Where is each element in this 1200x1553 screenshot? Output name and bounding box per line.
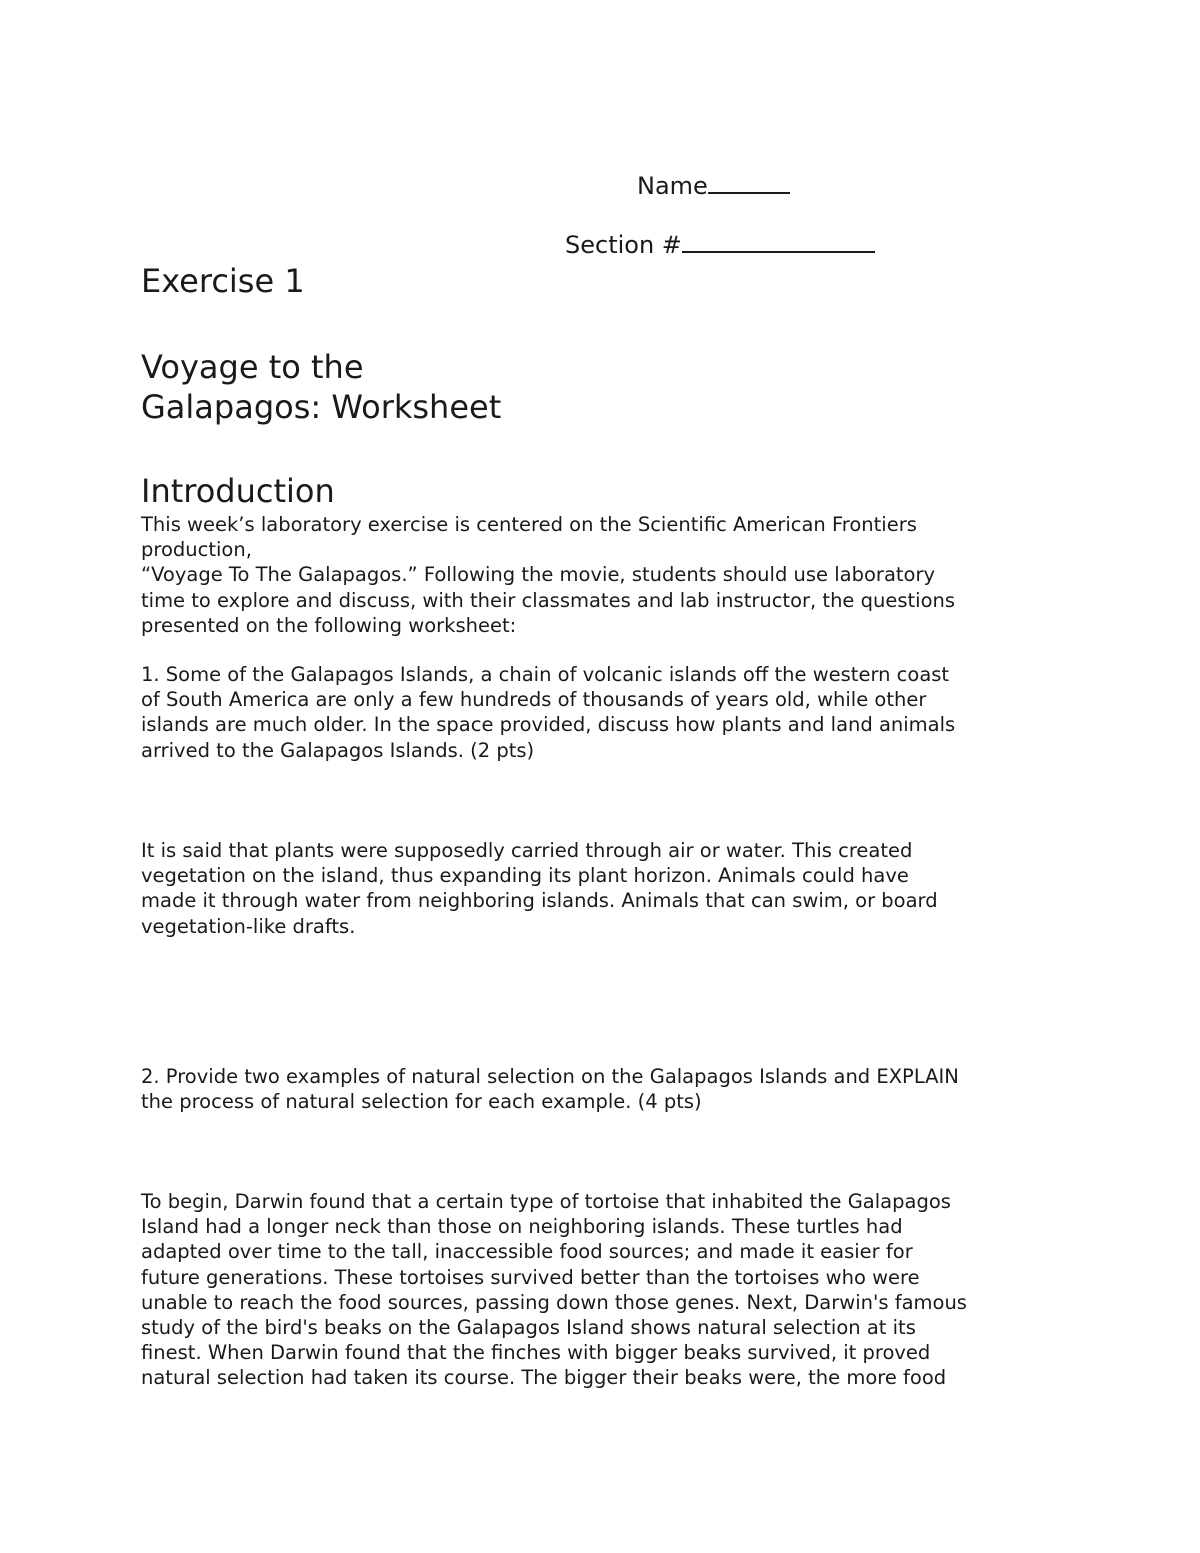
text-line: vegetation-like drafts. xyxy=(141,914,356,938)
text-line: “Voyage To The Galapagos.” Following the movie, students should use laboratory xyxy=(141,563,936,587)
text-line: study of the bird's beaks on the Galapagos Island shows natural selection at its xyxy=(141,1316,916,1340)
name-blank-line xyxy=(708,170,790,194)
answer-2 xyxy=(141,1189,1076,1391)
introduction-paragraph xyxy=(141,512,1076,638)
text-line: production, xyxy=(141,538,252,562)
introduction-heading: Introduction xyxy=(141,472,335,510)
text-line: arrived to the Galapagos Islands. (2 pts) xyxy=(141,738,535,762)
text-line: made it through water from neighboring islands. Animals that can swim, or board xyxy=(141,889,938,913)
exercise-heading: Exercise 1 xyxy=(141,262,305,300)
text-line: finest. When Darwin found that the finches with bigger beaks survived, it proved xyxy=(141,1341,931,1365)
text-line: adapted over time to the tall, inaccessible food sources; and made it easier for xyxy=(141,1240,913,1264)
text-line: 2. Provide two examples of natural selection on the Galapagos Islands and EXPLAIN xyxy=(141,1065,959,1088)
section-label: Section # xyxy=(565,231,682,259)
text-line: presented on the following worksheet: xyxy=(141,613,517,637)
text-line: natural selection had taken its course. The bigger their beaks were, the more food xyxy=(141,1366,947,1390)
name-field xyxy=(637,170,790,201)
text-line: unable to reach the food sources, passing down those genes. Next, Darwin's famous xyxy=(141,1290,967,1314)
name-label: Name xyxy=(637,172,708,200)
text-line: Island had a longer neck than those on neighboring islands. These turtles had xyxy=(141,1215,903,1239)
text-line: This week’s laboratory exercise is centered on the Scientific American Frontiers xyxy=(141,513,917,536)
text-line: future generations. These tortoises survived better than the tortoises who were xyxy=(141,1265,920,1289)
text-line: the process of natural selection for each example. (4 pts) xyxy=(141,1090,702,1114)
text-line: islands are much older. In the space provided, discuss how plants and land animals xyxy=(141,713,956,737)
worksheet-title xyxy=(141,347,501,427)
text-line: To begin, Darwin found that a certain type of tortoise that inhabited the Galapagos xyxy=(141,1190,951,1213)
question-1 xyxy=(141,662,1076,763)
title-line: Voyage to the xyxy=(141,348,364,386)
section-field xyxy=(565,229,875,260)
text-line: It is said that plants were supposedly carried through air or water. This created xyxy=(141,839,913,862)
text-line: time to explore and discuss, with their classmates and lab instructor, the questions xyxy=(141,588,956,612)
answer-1 xyxy=(141,838,1076,939)
text-line: 1. Some of the Galapagos Islands, a chain of volcanic islands off the western coast xyxy=(141,663,950,686)
text-line: vegetation on the island, thus expanding its plant horizon. Animals could have xyxy=(141,864,909,888)
title-line: Galapagos: Worksheet xyxy=(141,388,502,426)
question-2 xyxy=(141,1064,1076,1114)
section-blank-line xyxy=(682,229,875,253)
text-line: of South America are only a few hundreds of thousands of years old, while other xyxy=(141,688,927,712)
